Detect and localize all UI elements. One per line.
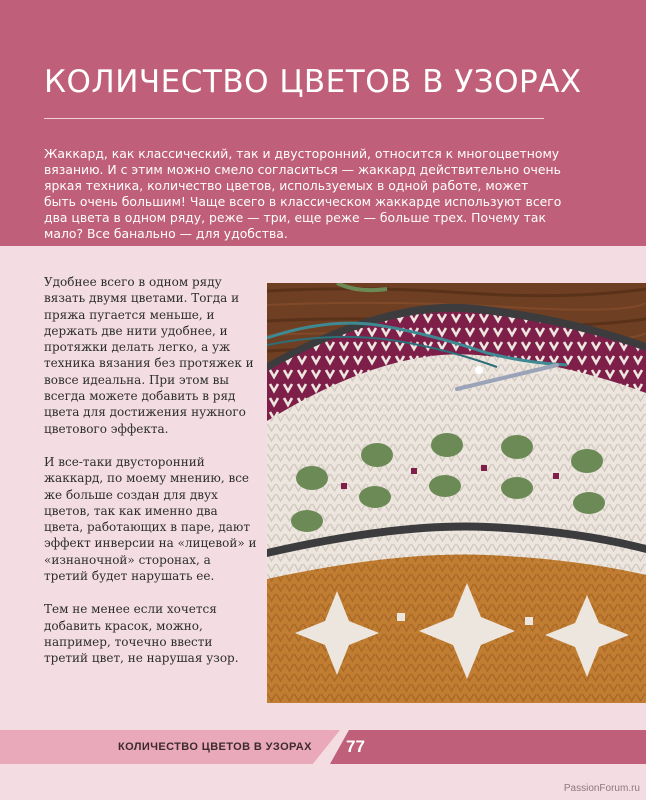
page-number: 77 bbox=[346, 737, 365, 756]
body-paragraph: Тем не менее если хочется добавить красок, можно, например, точечно ввести третий цвет, не нарушая узор. bbox=[44, 602, 239, 666]
knitting-illustration bbox=[267, 283, 646, 703]
title-underline bbox=[44, 118, 544, 119]
body-text-column bbox=[44, 274, 258, 684]
footer-page-band bbox=[330, 730, 646, 764]
intro-paragraph: Жаккард, как классический, так и двусторонний, относится к многоцветному вязанию. И с этим можно смело согласиться — жаккард действительно очень яркая техника, количество цветов, используемых в одной работе, может быть очень большим! Чаще всего в классическом жаккарде используют всего два цвета в одном ряду, реже — три, еще реже — больше трех. Почему так мало? Все банально — для удобства. bbox=[44, 146, 562, 241]
watermark: PassionForum.ru bbox=[563, 783, 640, 794]
footer-section-label: КОЛИЧЕСТВО ЦВЕТОВ В УЗОРАХ bbox=[118, 741, 312, 753]
page-title: КОЛИЧЕСТВО ЦВЕТОВ В УЗОРАХ bbox=[44, 64, 582, 100]
knitting-photo bbox=[267, 283, 646, 703]
body-paragraph: И все-таки двусторонний жаккард, по моему мнению, все же больше создан для двух цветов, так как именно два цвета, работающих в паре, дают эффект инверсии на «лицевой» и «изнаночной» сторонах, а третий будет нарушать ее. bbox=[44, 454, 257, 584]
body-paragraph: Удобнее всего в одном ряду вязать двумя цветами. Тогда и пряжа пугается меньше, и держать две нити удобнее, и протяжки делать легко, а уж техника вязания без протяжек и вовсе идеальна. При этом вы всегда можете добавить в ряд цвета для достижения нужного цветового эффекта. bbox=[44, 275, 254, 436]
